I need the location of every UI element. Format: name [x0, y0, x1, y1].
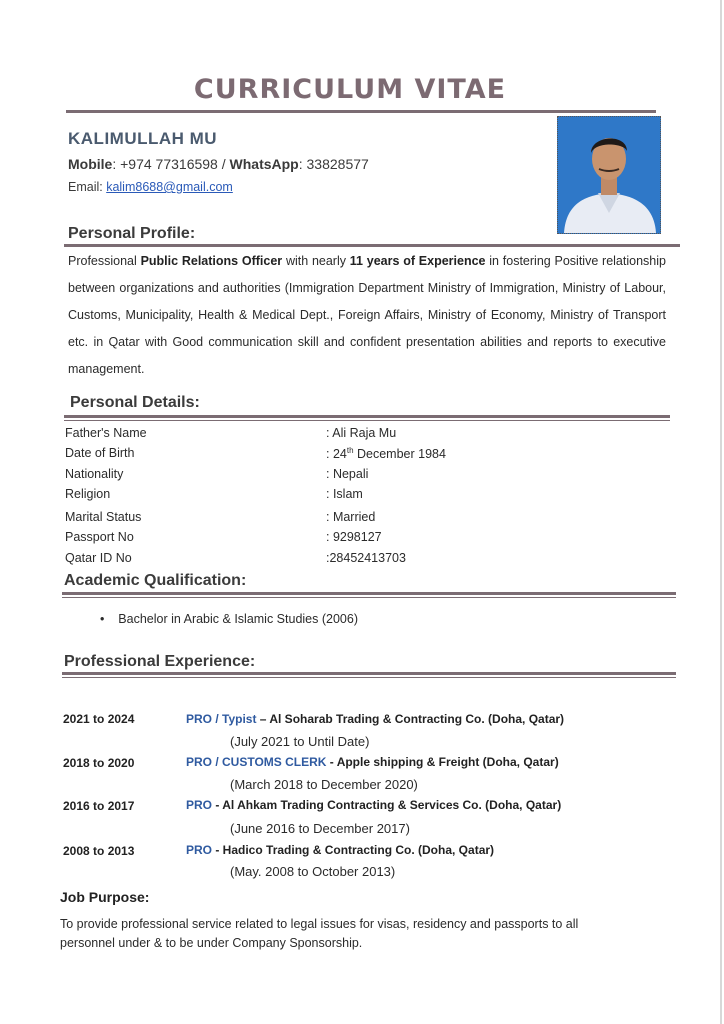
personal-profile-text	[68, 248, 666, 383]
mobile-value: : +974 77316598 /	[112, 156, 230, 172]
experience-period: (June 2016 to December 2017)	[230, 821, 410, 836]
candidate-name: KALIMULLAH MU	[68, 129, 218, 148]
experience-role: PRO / CUSTOMS CLERK	[186, 755, 327, 769]
whatsapp-label: WhatsApp	[229, 156, 299, 172]
profile-text-part: in fostering Positive relationship between organizations and authorities (Immigration Department Ministry of Immigration, Ministry of Labour, Customs, Municipality, Health & Medical Dept., Foreign Affairs, Ministry of Economy, Ministry of Transport etc. in Qatar with Good communication skill and confident presentation abilities and reports to executive management.	[68, 254, 666, 376]
profile-experience-highlight: 11 years of Experience	[349, 254, 486, 268]
bullet-icon: •	[100, 612, 119, 626]
whatsapp-value: : 33828577	[298, 156, 369, 172]
experience-role: PRO	[186, 843, 213, 857]
experience-years: 2016 to 2017	[63, 799, 135, 813]
details-value: : Islam	[326, 487, 363, 501]
experience-years: 2018 to 2020	[63, 756, 135, 770]
experience-position	[186, 712, 564, 726]
details-divider-thin	[64, 420, 670, 421]
experience-years: 2021 to 2024	[63, 712, 135, 726]
experience-role: PRO / Typist	[186, 712, 257, 726]
personal-details-heading: Personal Details:	[70, 394, 200, 411]
experience-position	[186, 798, 561, 812]
details-label: Date of Birth	[65, 446, 135, 460]
job-purpose-heading: Job Purpose:	[60, 889, 150, 905]
details-label: Nationality	[65, 467, 124, 481]
details-label: Marital Status	[65, 510, 142, 524]
experience-period: (May. 2008 to October 2013)	[230, 864, 396, 879]
details-value: :28452413703	[326, 551, 406, 565]
profile-divider	[64, 244, 680, 247]
details-label: Passport No	[65, 530, 134, 544]
profile-role-highlight: Public Relations Officer	[140, 254, 283, 268]
details-value: : 9298127	[326, 530, 382, 544]
details-value: : Ali Raja Mu	[326, 426, 397, 440]
mobile-line	[68, 156, 369, 172]
email-link[interactable]: kalim8688@gmail.com	[106, 180, 233, 194]
page-edge	[720, 0, 722, 1024]
person-photo-icon	[558, 117, 660, 233]
experience-position	[186, 755, 559, 769]
experience-period: (July 2021 to Until Date)	[230, 734, 370, 749]
details-value: : Nepali	[326, 467, 369, 481]
experience-company: - Hadico Trading & Contracting Co. (Doha, Qatar)	[212, 843, 495, 857]
details-value: : 24th December 1984	[326, 446, 446, 462]
experience-role: PRO	[186, 798, 213, 812]
academic-divider	[62, 592, 676, 595]
email-line	[68, 180, 233, 194]
details-value: : Married	[326, 510, 376, 524]
academic-qualification-heading: Academic Qualification:	[64, 572, 247, 589]
mobile-label: Mobile	[68, 156, 113, 172]
experience-period: (March 2018 to December 2020)	[230, 777, 418, 792]
experience-years: 2008 to 2013	[63, 844, 135, 858]
qualification-item	[100, 612, 358, 626]
experience-company: - Apple shipping & Freight (Doha, Qatar)	[326, 755, 559, 769]
experience-divider-thin	[62, 677, 676, 678]
qualification-text: Bachelor in Arabic & Islamic Studies (2006)	[118, 612, 358, 626]
details-label: Qatar ID No	[65, 551, 132, 565]
title-divider	[66, 110, 656, 113]
professional-experience-heading: Professional Experience:	[64, 653, 256, 670]
profile-photo	[557, 116, 661, 234]
experience-divider	[62, 672, 676, 675]
experience-position	[186, 843, 494, 857]
page-title: CURRICULUM VITAE	[193, 74, 507, 105]
experience-company: - Al Ahkam Trading Contracting & Services Co. (Doha, Qatar)	[212, 798, 562, 812]
job-purpose-text: To provide professional service related to legal issues for visas, residency and passports to all personnel under & to be under Company Sponsorship.	[60, 917, 579, 950]
details-label: Father's Name	[65, 426, 147, 440]
personal-profile-heading: Personal Profile:	[68, 225, 196, 242]
details-divider	[64, 415, 670, 418]
profile-text-part: Professional	[68, 254, 141, 268]
profile-text-part: with nearly	[282, 254, 350, 268]
experience-company: – Al Soharab Trading & Contracting Co. (Doha, Qatar)	[256, 712, 565, 726]
details-label: Religion	[65, 487, 111, 501]
email-label: Email:	[68, 180, 107, 194]
academic-divider-thin	[62, 597, 676, 598]
